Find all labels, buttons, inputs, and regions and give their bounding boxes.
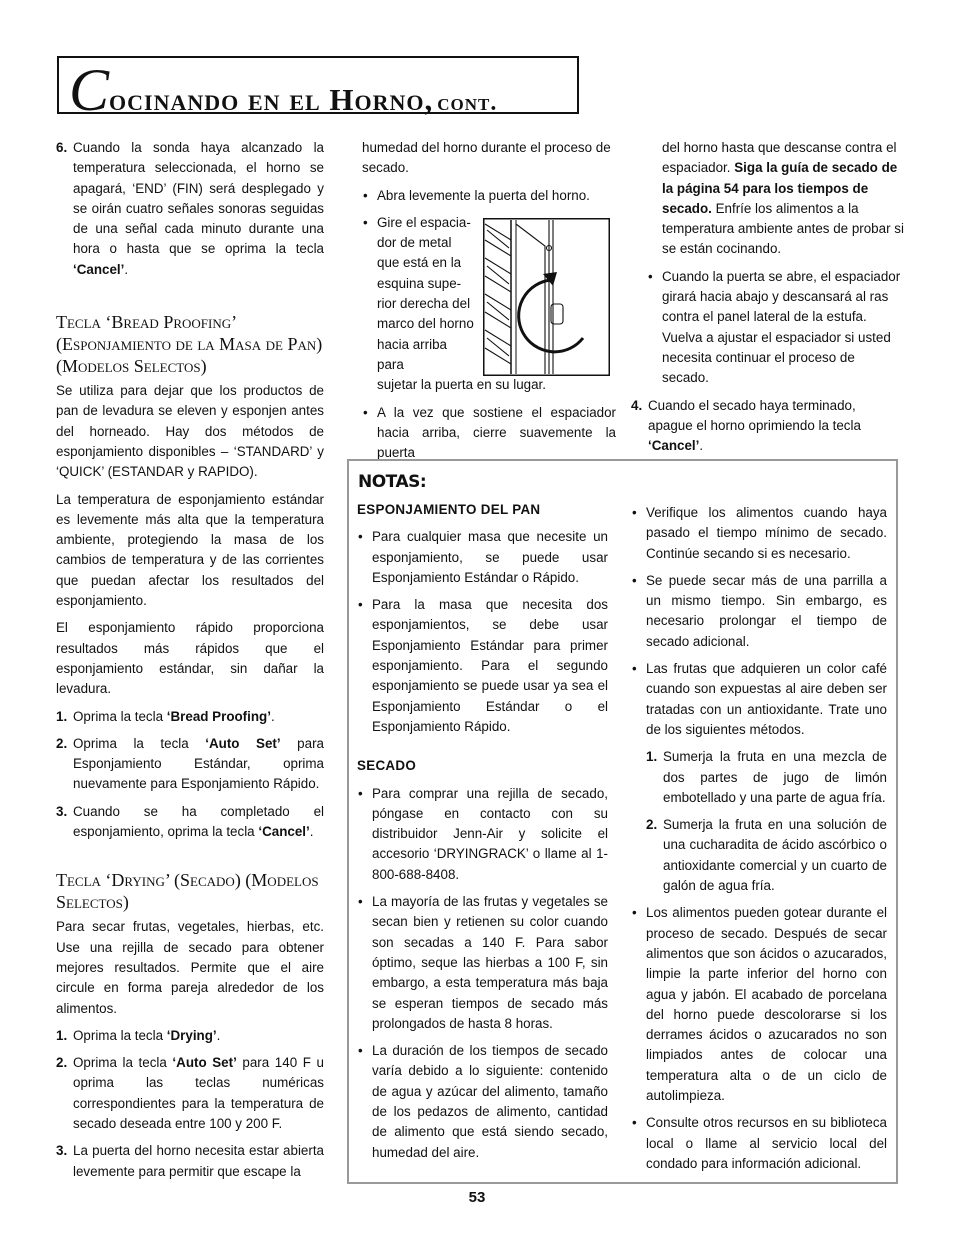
step-number: 3. [56,803,68,819]
key-label-cancel: ‘Cancel’ [73,261,125,277]
step-text: Cuando se ha completado el esponjamiento, oprima la tecla [73,803,324,840]
bullet-dot: • [358,529,363,545]
step-number: 1. [56,1027,68,1043]
oven-spacer-icon [483,218,610,376]
bullet-text: Cuando la puerta se abre, el espaciador girará hacia abajo y descansará al ras contra el panel lateral de la estufa. Vuelva a ajustar el espaciador si usted necesita continuar el proceso de secado. [662,268,901,386]
key-label-bread-proofing: ‘Bread Proofing’ [166,708,271,724]
step-number: 2. [646,817,658,833]
notes-bullet [631,503,887,564]
notes-method-2 [646,815,887,896]
bullet-text: Los alimentos pueden gotear durante el proceso de secado. Después de secar alimentos que son ácidos o azucarados, limpie la parte inferior del horno con agua y jabón. El acabado de porcelana del horno puede descolorarse si los derrames ácidos o azucarados no son limpiados antes de colocar una temperatura alta o de un ciclo de autolimpieza. [646,905,887,1104]
bullet-close-door [362,403,616,464]
notes-bullet [357,784,608,885]
bread-step-2 [56,734,324,795]
notes-subheading-secado: SECADO [357,758,417,774]
key-label-drying: ‘Drying’ [166,1027,217,1043]
column-right [631,138,904,463]
bullet-dot: • [632,905,637,921]
bullet-dot: • [358,894,363,910]
step-text: Cuando la sonda haya alcanzado la temperatura seleccionada, el horno se apagará, ‘END’ (FIN) será desplegado y se oirán cuatro señales sonoras seguidas de una señal cada minuto durante una hora o hasta que se oprima la tecla [73,140,324,257]
step-text: Sumerja la fruta en una mezcla de dos partes de jugo de limón embotellado y una parte de agua fría. [663,749,887,805]
notes-bullet [357,527,608,588]
step-number: 6. [56,140,68,155]
key-label-auto-set: ‘Auto Set’ [172,1055,237,1071]
bread-proofing-heading: Tecla ‘Bread Proofing’ (Esponjamiento de la Masa de Pan) (Modelos Selectos) [56,312,323,377]
notes-bullet [631,571,887,652]
step-text: Oprima la tecla [73,1055,167,1071]
page-number: 53 [468,1189,486,1206]
key-label-auto-set: ‘Auto Set’ [205,735,281,751]
step-text: Oprima la tecla [73,1027,164,1043]
continued-text [631,138,904,260]
bread-paragraph-3: El esponjamiento rápido proporciona resultados más rápidos que el esponjamiento estándar, sin dañar la levadura. [56,620,324,697]
drying-step-4: 4. Cuando el secado haya terminado, apague el horno oprimiendo la tecla ‘Cancel’. [631,397,861,454]
bullet-text: Las frutas que adquieren un color café cuando son expuestas al aire deben ser tratadas con un antioxidante. Trate uno de los siguientes métodos. [646,661,887,737]
bullet-text: La duración de los tiempos de secado varía debido a lo siguiente: contenido de agua y azúcar del alimento, tamaño de los pedazos de alimento, cantidad de alimento que está siendo secado, humedad del aire. [372,1043,608,1160]
step-6: 6. Cuando la sonda haya alcanzado la temperatura seleccionada, el horno se apagará, ‘END’ (FIN) será desplegado y se oirán cuatro señales sonoras seguidas de una señal cada minuto durante una hora o hasta que se oprima la tecla ‘Cancel’. [56,140,324,277]
bullet-dot: • [363,214,368,230]
text: Enfríe los alimentos a la temperatura ambiente antes de probar si se están cocinando. [662,200,904,257]
step-text: Oprima la tecla [73,735,189,751]
column-left [56,138,324,1189]
step-text: Oprima la tecla [73,708,164,724]
step-number: 2. [56,735,68,751]
bullet-text: Verifique los alimentos cuando haya pasado el tiempo mínimo de secado. Continúe secando si es necesario. [646,505,887,561]
drying-paragraph: Para secar frutas, vegetales, hierbas, etc. Use una rejilla de secado para obtener mejores resultados. Permite que el aire circule en forma pareja alrededor de los alimentos. [56,919,324,1016]
bread-step-1: 1. Oprima la tecla ‘Bread Proofing’. [56,707,324,727]
title-main: ocinando en el Horno, [109,82,434,117]
bullet-text: Para la masa que necesita dos esponjamientos, se debe usar Esponjamiento Estándar para primer esponjamiento. Para el segundo esponjamiento se puede usar ya sea el Esponjamiento Estándar o el Esponjamiento Rápido. [372,597,608,734]
bread-paragraph-1: Se utiliza para dejar que los productos de pan de levadura se eleven y esponjen antes del horneado. Hay dos métodos de esponjamiento disponibles – ‘STANDARD’ y ‘QUICK’ (ESTANDAR y RAPIDO). [56,383,324,480]
drying-guide-reference: Siga la guía de secado de la página 54 para los tiempos de secado. [662,160,898,216]
notes-title: NOTAS: [358,472,427,492]
bullet-text: Para comprar una rejilla de secado, póngase en contacto con su distribuidor Jenn-Air y solicite el accesorio ‘DRYINGRACK’ o llame al 1-800-688-8408. [372,785,608,882]
page-title [69,56,497,125]
notes-subheading-bread: ESPONJAMIENTO DEL PAN [357,502,541,517]
bullet-rotate-spacer-end: sujetar la puerta en su lugar. [377,377,546,393]
drying-step-2 [56,1053,324,1134]
bullet-text: La mayoría de las frutas y vegetales se secan bien y retienen su color cuando son secadas a 140 F. Para sabor óptimo, seque las hierbas a 100 F, sin embargo, a esta temperatura más baja se esperan tiempos de secado más prolongados de hasta 8 horas. [372,894,608,1031]
step-number: 2. [56,1055,68,1071]
bullet-spacer-note [647,267,904,389]
step-number: 4. [631,397,643,413]
step-text: La puerta del horno necesita estar abierta levemente para permitir que escape la [73,1143,324,1179]
bullet-dot: • [632,505,637,520]
bullet-text: Gire el espacia- dor de metal que está en la esquina supe- rior derecha del marco del horno hacia arriba para [377,214,474,372]
drying-step-3 [56,1141,324,1182]
bullet-rotate-spacer [362,213,475,375]
step-number: 3. [56,1143,68,1159]
title-initial: C [69,57,110,123]
notes-bullet [631,1113,887,1174]
bullet-text: Para cualquier masa que necesite un esponjamiento, se puede usar Esponjamiento Estándar o Rápido. [372,529,608,585]
drying-heading: Tecla ‘Drying’ (Secado) (Modelos Selectos) [56,870,319,913]
bread-paragraph-2: La temperatura de esponjamiento estándar es levemente más alta que la temperatura ambiente, protegiendo la masa de los cambios de temperatura y de las corrientes que puedan afectar los resultados del esponjamiento. [56,491,324,609]
step-number: 1. [56,708,68,724]
bullet-dot: • [358,1043,363,1059]
step-number: 1. [646,749,658,765]
step-text: para 140 F u oprima las teclas numéricas correspondientes para la temperatura de secado deseada entre 100 y 200 F. [73,1055,324,1131]
bullet-open-door [362,186,616,206]
bullet-text: Consulte otros recursos en su biblioteca local o llame al servicio local del condado para información adicional. [646,1115,887,1171]
bullet-dot: • [632,572,637,588]
notes-bullet [631,659,887,740]
notes-column-left [357,500,608,1170]
bullet-dot: • [648,268,653,284]
bullet-dot: • [632,1115,637,1131]
bullet-text: Abra levemente la puerta del horno. [377,187,590,203]
bullet-dot: • [632,661,637,677]
bullet-text: Se puede secar más de una parrilla a un mismo tiempo. Sin embargo, es necesario prolongar el tiempo de secado adicional. [646,572,887,649]
bullet-dot: • [363,404,368,420]
notes-bullet [357,1041,608,1163]
key-label-cancel: ‘Cancel’ [648,438,700,454]
bullet-dot: • [358,785,363,801]
bullet-dot: • [363,187,368,203]
step-text: para Esponjamiento Estándar, oprima nuevamente para Esponjamiento Rápido. [73,735,324,792]
step-text: Sumerja la fruta en una solución de una cucharadita de ácido ascórbico o antioxidante comercial y un cuarto de galón de agua fría. [663,817,887,894]
bread-step-3: 3. Cuando se ha completado el esponjamiento, oprima la tecla ‘Cancel’. [56,803,324,840]
continued-text: humedad del horno durante el proceso de secado. [362,140,611,176]
bullet-text: A la vez que sostiene el espaciador hacia arriba, cierre suavemente la puerta [377,404,616,461]
notes-column-right [631,503,887,1181]
notes-bullet [631,903,887,1106]
bullet-dot: • [358,597,363,613]
step-text: Cuando el secado haya terminado, apague el horno oprimiendo la tecla [648,397,861,433]
page-title-box [57,56,579,123]
drying-step-1: 1. Oprima la tecla ‘Drying’. [56,1026,324,1046]
title-cont: cont. [437,90,498,116]
key-label-cancel: ‘Cancel’ [258,824,310,840]
notes-method-1 [646,747,887,808]
notes-bullet [357,892,608,1034]
oven-spacer-illustration [483,218,610,376]
text: del horno hasta que descanse contra el espaciador. [662,140,897,176]
notes-bullet [357,595,608,737]
